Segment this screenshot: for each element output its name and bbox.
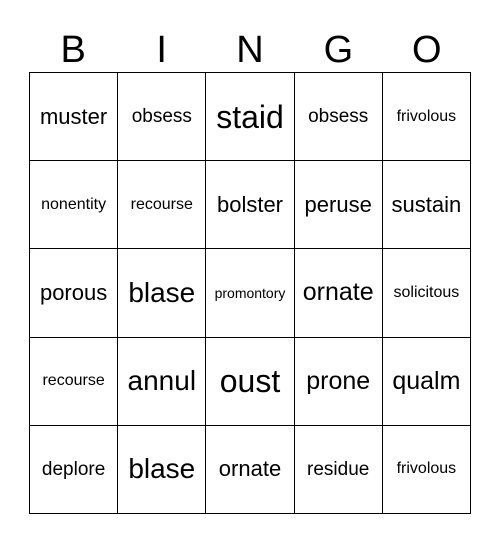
bingo-cell[interactable] (383, 249, 471, 337)
bingo-cell[interactable] (206, 338, 294, 426)
bingo-cell[interactable] (206, 426, 294, 514)
bingo-cell[interactable] (118, 426, 206, 514)
bingo-cell[interactable] (383, 161, 471, 249)
header-letter-n: N (236, 29, 264, 71)
bingo-cell[interactable] (206, 249, 294, 337)
bingo-cell[interactable] (383, 338, 471, 426)
cell-word: blase (128, 276, 196, 308)
cell-word: obsess (131, 106, 192, 128)
cell-word: qualm (392, 366, 461, 395)
bingo-cell[interactable] (118, 73, 206, 161)
cell-word: annul (127, 365, 197, 397)
bingo-cell[interactable] (118, 338, 206, 426)
bingo-cell[interactable] (30, 338, 118, 426)
cell-word: staid (216, 98, 284, 135)
bingo-board (29, 72, 471, 514)
cell-word: ornate (218, 456, 282, 482)
bingo-cell[interactable] (295, 73, 383, 161)
bingo-cell[interactable] (206, 161, 294, 249)
bingo-cell[interactable] (118, 161, 206, 249)
bingo-cell[interactable] (295, 338, 383, 426)
cell-word: deplore (41, 458, 106, 480)
bingo-cell[interactable] (295, 249, 383, 337)
cell-word: prone (306, 366, 371, 395)
cell-word: recourse (42, 372, 105, 390)
header-letter-g: G (323, 29, 354, 71)
bingo-cell[interactable] (30, 161, 118, 249)
cell-word: solicitous (393, 283, 460, 301)
cell-word: muster (39, 103, 108, 129)
cell-word: sustain (391, 191, 462, 217)
bingo-cell[interactable] (118, 249, 206, 337)
bingo-cell[interactable] (383, 73, 471, 161)
cell-word: blase (128, 453, 196, 485)
header-letter-b: B (60, 29, 86, 71)
cell-word: peruse (304, 191, 372, 217)
bingo-cell[interactable] (30, 249, 118, 337)
bingo-cell[interactable] (30, 426, 118, 514)
header-letter-i: I (156, 29, 167, 71)
bingo-cell[interactable] (206, 73, 294, 161)
bingo-cell[interactable] (295, 161, 383, 249)
bingo-cell[interactable] (383, 426, 471, 514)
bingo-cell[interactable] (295, 426, 383, 514)
cell-word: promontory (214, 284, 286, 301)
cell-word: porous (39, 279, 108, 305)
cell-word: obsess (308, 106, 369, 128)
cell-word: ornate (302, 278, 374, 307)
bingo-header (29, 28, 471, 72)
cell-word: recourse (130, 195, 193, 213)
cell-word: residue (307, 458, 370, 480)
cell-word: oust (219, 363, 281, 400)
bingo-cell[interactable] (30, 73, 118, 161)
cell-word: frivolous (396, 460, 457, 478)
cell-word: frivolous (396, 107, 457, 125)
cell-word: bolster (216, 191, 284, 217)
header-letter-o: O (412, 29, 442, 71)
cell-word: nonentity (41, 195, 107, 213)
